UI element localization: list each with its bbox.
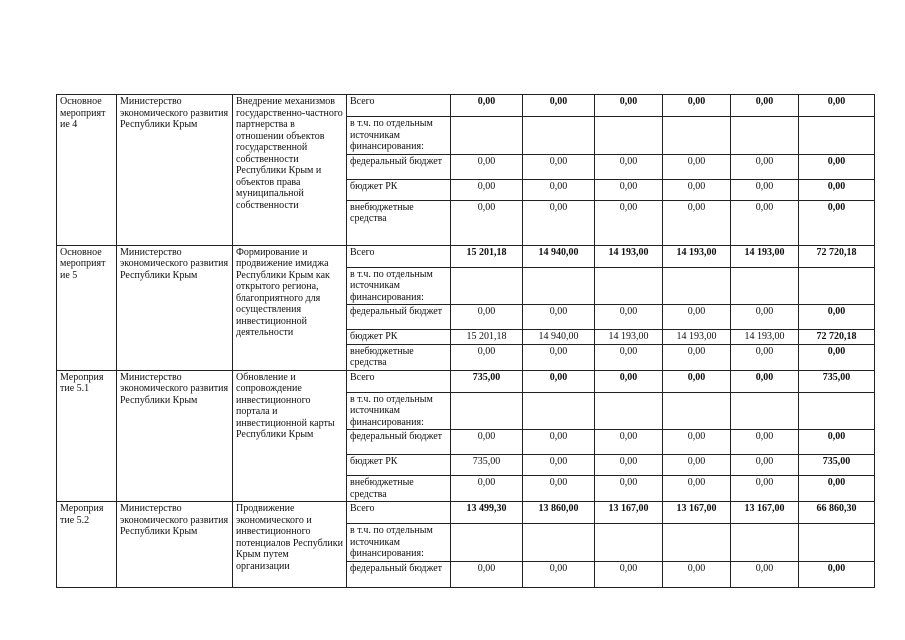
value-cell: 0,00 bbox=[595, 344, 663, 370]
value-cell: 0,00 bbox=[731, 200, 799, 245]
value-cell: 14 193,00 bbox=[731, 330, 799, 345]
value-cell bbox=[663, 117, 731, 155]
value-cell bbox=[451, 392, 523, 430]
value-cell: 14 193,00 bbox=[595, 330, 663, 345]
value-cell bbox=[663, 392, 731, 430]
funding-source-cell: внебюджетные средства bbox=[347, 476, 451, 502]
value-cell: 13 167,00 bbox=[663, 502, 731, 524]
description-cell: Продвижение экономического и инвестиционного потенциалов Республики Крым путем организации bbox=[233, 502, 347, 588]
value-cell: 0,00 bbox=[523, 344, 595, 370]
value-cell: 0,00 bbox=[731, 305, 799, 330]
value-cell: 0,00 bbox=[663, 476, 731, 502]
value-cell bbox=[595, 117, 663, 155]
funding-source-cell: федеральный бюджет bbox=[347, 430, 451, 455]
value-cell: 0,00 bbox=[799, 179, 875, 200]
value-cell: 0,00 bbox=[595, 95, 663, 117]
executor-cell: Министерство экономического развития Республики Крым bbox=[117, 502, 233, 588]
value-cell: 0,00 bbox=[663, 305, 731, 330]
description-cell: Формирование и продвижение имиджа Республики Крым как открытого региона, благоприятного для осуществления инвестиционной деятельности bbox=[233, 245, 347, 370]
executor-cell: Министерство экономического развития Республики Крым bbox=[117, 370, 233, 502]
funding-source-cell: Всего bbox=[347, 95, 451, 117]
value-cell: 0,00 bbox=[451, 476, 523, 502]
value-cell: 0,00 bbox=[523, 95, 595, 117]
value-cell: 735,00 bbox=[451, 370, 523, 392]
event-cell: Мероприя тие 5.2 bbox=[57, 502, 117, 588]
value-cell: 0,00 bbox=[595, 154, 663, 179]
value-cell: 0,00 bbox=[731, 179, 799, 200]
value-cell: 72 720,18 bbox=[799, 330, 875, 345]
value-cell: 0,00 bbox=[595, 179, 663, 200]
value-cell: 0,00 bbox=[451, 305, 523, 330]
funding-source-cell: бюджет РК bbox=[347, 330, 451, 345]
value-cell: 13 860,00 bbox=[523, 502, 595, 524]
funding-source-cell: Всего bbox=[347, 370, 451, 392]
value-cell: 15 201,18 bbox=[451, 245, 523, 267]
value-cell: 0,00 bbox=[523, 179, 595, 200]
value-cell: 13 167,00 bbox=[595, 502, 663, 524]
value-cell: 0,00 bbox=[595, 305, 663, 330]
value-cell: 0,00 bbox=[663, 430, 731, 455]
value-cell bbox=[731, 524, 799, 562]
value-cell: 0,00 bbox=[451, 154, 523, 179]
value-cell bbox=[451, 267, 523, 305]
value-cell: 0,00 bbox=[731, 561, 799, 587]
table-body bbox=[57, 95, 875, 588]
value-cell: 0,00 bbox=[663, 561, 731, 587]
value-cell bbox=[799, 524, 875, 562]
value-cell: 14 193,00 bbox=[595, 245, 663, 267]
executor-cell: Министерство экономического развития Республики Крым bbox=[117, 245, 233, 370]
funding-source-cell: в т.ч. по отдельным источникам финансирования: bbox=[347, 117, 451, 155]
value-cell: 0,00 bbox=[799, 305, 875, 330]
value-cell bbox=[451, 117, 523, 155]
value-cell bbox=[731, 392, 799, 430]
funding-source-cell: федеральный бюджет bbox=[347, 154, 451, 179]
value-cell: 0,00 bbox=[663, 455, 731, 476]
value-cell bbox=[731, 267, 799, 305]
value-cell: 0,00 bbox=[451, 200, 523, 245]
funding-source-cell: бюджет РК bbox=[347, 455, 451, 476]
value-cell: 735,00 bbox=[799, 455, 875, 476]
value-cell: 0,00 bbox=[523, 370, 595, 392]
value-cell: 14 940,00 bbox=[523, 330, 595, 345]
value-cell: 0,00 bbox=[523, 430, 595, 455]
budget-table bbox=[56, 94, 875, 588]
value-cell: 0,00 bbox=[523, 305, 595, 330]
value-cell: 14 193,00 bbox=[663, 330, 731, 345]
value-cell: 0,00 bbox=[799, 95, 875, 117]
value-cell: 0,00 bbox=[731, 430, 799, 455]
value-cell: 735,00 bbox=[451, 455, 523, 476]
value-cell: 0,00 bbox=[451, 430, 523, 455]
value-cell: 0,00 bbox=[451, 344, 523, 370]
value-cell: 0,00 bbox=[663, 154, 731, 179]
value-cell: 0,00 bbox=[595, 370, 663, 392]
value-cell: 0,00 bbox=[451, 179, 523, 200]
value-cell: 0,00 bbox=[799, 561, 875, 587]
description-cell: Обновление и сопровождение инвестиционного портала и инвестиционной карты Республики Крым bbox=[233, 370, 347, 502]
value-cell: 13 499,30 bbox=[451, 502, 523, 524]
value-cell: 0,00 bbox=[523, 154, 595, 179]
value-cell: 0,00 bbox=[799, 430, 875, 455]
value-cell: 0,00 bbox=[523, 200, 595, 245]
value-cell bbox=[663, 524, 731, 562]
value-cell: 0,00 bbox=[595, 561, 663, 587]
value-cell: 13 167,00 bbox=[731, 502, 799, 524]
value-cell: 14 193,00 bbox=[731, 245, 799, 267]
event-cell: Основное мероприят ие 5 bbox=[57, 245, 117, 370]
value-cell bbox=[595, 524, 663, 562]
funding-source-cell: внебюджетные средства bbox=[347, 200, 451, 245]
value-cell: 15 201,18 bbox=[451, 330, 523, 345]
value-cell bbox=[799, 117, 875, 155]
value-cell: 0,00 bbox=[595, 430, 663, 455]
value-cell: 0,00 bbox=[595, 200, 663, 245]
executor-cell: Министерство экономического развития Республики Крым bbox=[117, 95, 233, 246]
value-cell bbox=[731, 117, 799, 155]
funding-source-cell: внебюджетные средства bbox=[347, 344, 451, 370]
value-cell bbox=[595, 267, 663, 305]
event-cell: Основное мероприят ие 4 bbox=[57, 95, 117, 246]
funding-source-cell: федеральный бюджет bbox=[347, 305, 451, 330]
description-cell: Внедрение механизмов государственно-частного партнерства в отношении объектов государственной собственности Республики Крым и объектов права муниципальной собственности bbox=[233, 95, 347, 246]
value-cell bbox=[595, 392, 663, 430]
value-cell: 0,00 bbox=[731, 154, 799, 179]
value-cell bbox=[799, 392, 875, 430]
value-cell: 0,00 bbox=[523, 455, 595, 476]
value-cell: 0,00 bbox=[663, 344, 731, 370]
table-row bbox=[57, 502, 875, 524]
value-cell: 0,00 bbox=[451, 561, 523, 587]
value-cell: 0,00 bbox=[731, 95, 799, 117]
value-cell: 0,00 bbox=[731, 370, 799, 392]
table-row bbox=[57, 245, 875, 267]
event-cell: Мероприя тие 5.1 bbox=[57, 370, 117, 502]
value-cell: 0,00 bbox=[663, 95, 731, 117]
funding-source-cell: в т.ч. по отдельным источникам финансирования: bbox=[347, 524, 451, 562]
value-cell: 0,00 bbox=[451, 95, 523, 117]
value-cell bbox=[523, 117, 595, 155]
value-cell bbox=[523, 524, 595, 562]
value-cell bbox=[523, 267, 595, 305]
value-cell: 0,00 bbox=[663, 370, 731, 392]
value-cell: 14 940,00 bbox=[523, 245, 595, 267]
value-cell: 0,00 bbox=[595, 476, 663, 502]
funding-source-cell: Всего bbox=[347, 245, 451, 267]
table-row bbox=[57, 370, 875, 392]
value-cell: 0,00 bbox=[523, 561, 595, 587]
value-cell: 0,00 bbox=[663, 200, 731, 245]
value-cell bbox=[451, 524, 523, 562]
funding-source-cell: Всего bbox=[347, 502, 451, 524]
value-cell: 0,00 bbox=[731, 476, 799, 502]
funding-source-cell: в т.ч. по отдельным источникам финансирования: bbox=[347, 392, 451, 430]
value-cell: 0,00 bbox=[799, 200, 875, 245]
value-cell bbox=[663, 267, 731, 305]
value-cell: 72 720,18 bbox=[799, 245, 875, 267]
funding-source-cell: бюджет РК bbox=[347, 179, 451, 200]
value-cell: 0,00 bbox=[799, 344, 875, 370]
value-cell: 14 193,00 bbox=[663, 245, 731, 267]
value-cell: 0,00 bbox=[731, 344, 799, 370]
value-cell: 735,00 bbox=[799, 370, 875, 392]
value-cell bbox=[523, 392, 595, 430]
value-cell: 0,00 bbox=[799, 154, 875, 179]
value-cell: 0,00 bbox=[731, 455, 799, 476]
funding-source-cell: в т.ч. по отдельным источникам финансирования: bbox=[347, 267, 451, 305]
value-cell: 0,00 bbox=[799, 476, 875, 502]
value-cell: 0,00 bbox=[595, 455, 663, 476]
table-row bbox=[57, 95, 875, 117]
value-cell: 0,00 bbox=[523, 476, 595, 502]
value-cell: 0,00 bbox=[663, 179, 731, 200]
value-cell: 66 860,30 bbox=[799, 502, 875, 524]
funding-source-cell: федеральный бюджет bbox=[347, 561, 451, 587]
value-cell bbox=[799, 267, 875, 305]
